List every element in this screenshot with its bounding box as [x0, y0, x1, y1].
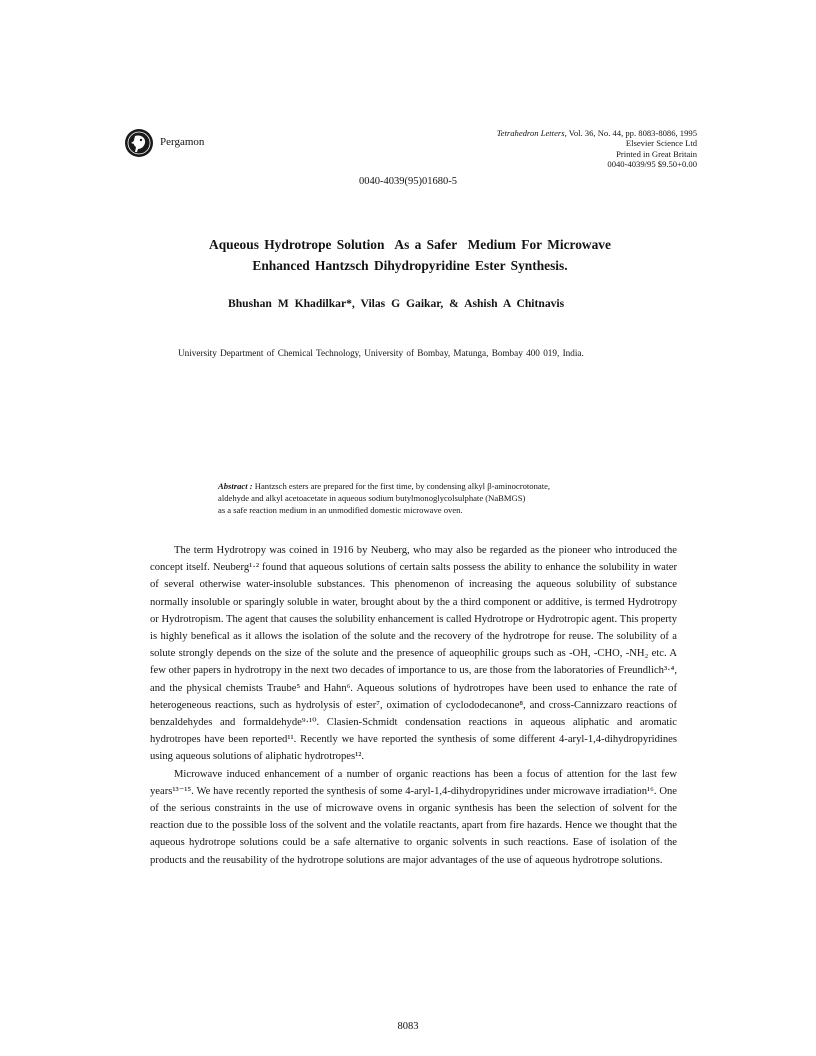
article-title	[140, 234, 680, 276]
journal-name: Tetrahedron Letters	[496, 128, 565, 138]
journal-citation-block	[497, 128, 697, 170]
price-code-line: 0040-4039/95 $9.50+0.00	[607, 159, 697, 170]
publisher-name: Pergamon	[160, 136, 205, 148]
journal-volume-pages: , Vol. 36, No. 44, pp. 8083-8086, 1995	[564, 128, 697, 138]
body-paragraph-2: Microwave induced enhancement of a number of organic reactions has been a focus of attention for the last few years¹³⁻¹⁵. We have recently reported the synthesis of some 4-aryl-1,4-dihydropyridines under microwave irradiation¹⁶. One of the serious constraints in the use of microwave ovens in organic synthesis has been the selection of solvent for the reaction due to the possible loss of the solvent and the volatile reactants, apart from fire hazards. Hence we thought that the aqueous hydrotrope solutions could be a safe alternative to organic solvents in such reactions. Ease of isolation of the products and the reusability of the hydrotrope solutions are major advantages of the use of aqueous hydrotrope solutions.	[150, 768, 677, 866]
page-number: 8083	[397, 1021, 419, 1032]
abstract-block	[218, 480, 648, 516]
title-line-2: Enhanced Hantzsch Dihydropyridine Ester Synthesis.	[252, 258, 568, 273]
article-body	[150, 542, 677, 869]
abstract-line-1	[218, 480, 648, 492]
abstract-line-2: aldehyde and alkyl acetoacetate in aqueous sodium butylmonoglycolsulphate (NaBMGS)	[218, 493, 526, 503]
article-authors: Bhushan M Khadilkar*, Vilas G Gaikar, & Ashish A Chitnavis	[228, 297, 565, 310]
abstract-label: Abstract :	[218, 481, 253, 491]
title-line-1: Aqueous Hydrotrope Solution As a Safer Medium For Microwave	[209, 237, 611, 252]
abstract-line-3: as a safe reaction medium in an unmodified domestic microwave oven.	[218, 505, 463, 515]
article-doi: 0040-4039(95)01680-5	[359, 176, 457, 187]
author-affiliation: University Department of Chemical Technology, University of Bombay, Matunga, Bombay 400 019, India.	[178, 348, 584, 358]
publisher-line: Elsevier Science Ltd	[625, 138, 697, 149]
body-paragraph-1: The term Hydrotropy was coined in 1916 by Neuberg, who may also be regarded as the pioneer who introduced the concept itself. Neuberg¹·² found that aqueous solutions of certain salts possess the ability to enhance the solubility in water of several otherwise water-insoluble substances. This phenomenon of increasing the aqueous solubility of substance normally insoluble or sparingly soluble in water, brought about by the a third component or additive, is termed Hydrotropy or Hydrotropism. The agent that causes the solubility enhancement is called Hydrotrope or Hydrotropic agent. This property is highly benefical as it allows the isolation of the solute and the recovery of the hydrotrope for reuse. The solubility of a solute strongly depends on the size of the solute and the presence of aqueophilic groups such as -OH, -CHO, -NH₂ etc. A few other papers in hydrotropy in the next two decades of importance to us, are those from the laboratories of Freundlich³·⁴, and the physical chemists Traube⁵ and Hahn⁶. Aqueous solutions of hydrotropes have been used to enhance the rate of heterogeneous reactions, such as hydrolysis of ester⁷, oximation of cyclododecanone⁸, and cross-Cannizzaro reactions of benzaldehydes and formaldehyde⁹·¹⁰. Clasien-Schmidt condensation reactions in aqueous aliphatic and aromatic hydrotropes have been reported¹¹. Recently we have reported the synthesis of some different 4-aryl-1,4-dihydropyridines using aqueous solutions of aliphatic hydrotropes¹².	[150, 545, 677, 763]
abstract-text-1: Hantzsch esters are prepared for the first time, by condensing alkyl β-aminocrotonate,	[254, 481, 551, 491]
printed-in-line: Printed in Great Britain	[616, 148, 697, 159]
pergamon-logo-icon	[124, 128, 154, 158]
journal-citation-line	[497, 128, 697, 138]
